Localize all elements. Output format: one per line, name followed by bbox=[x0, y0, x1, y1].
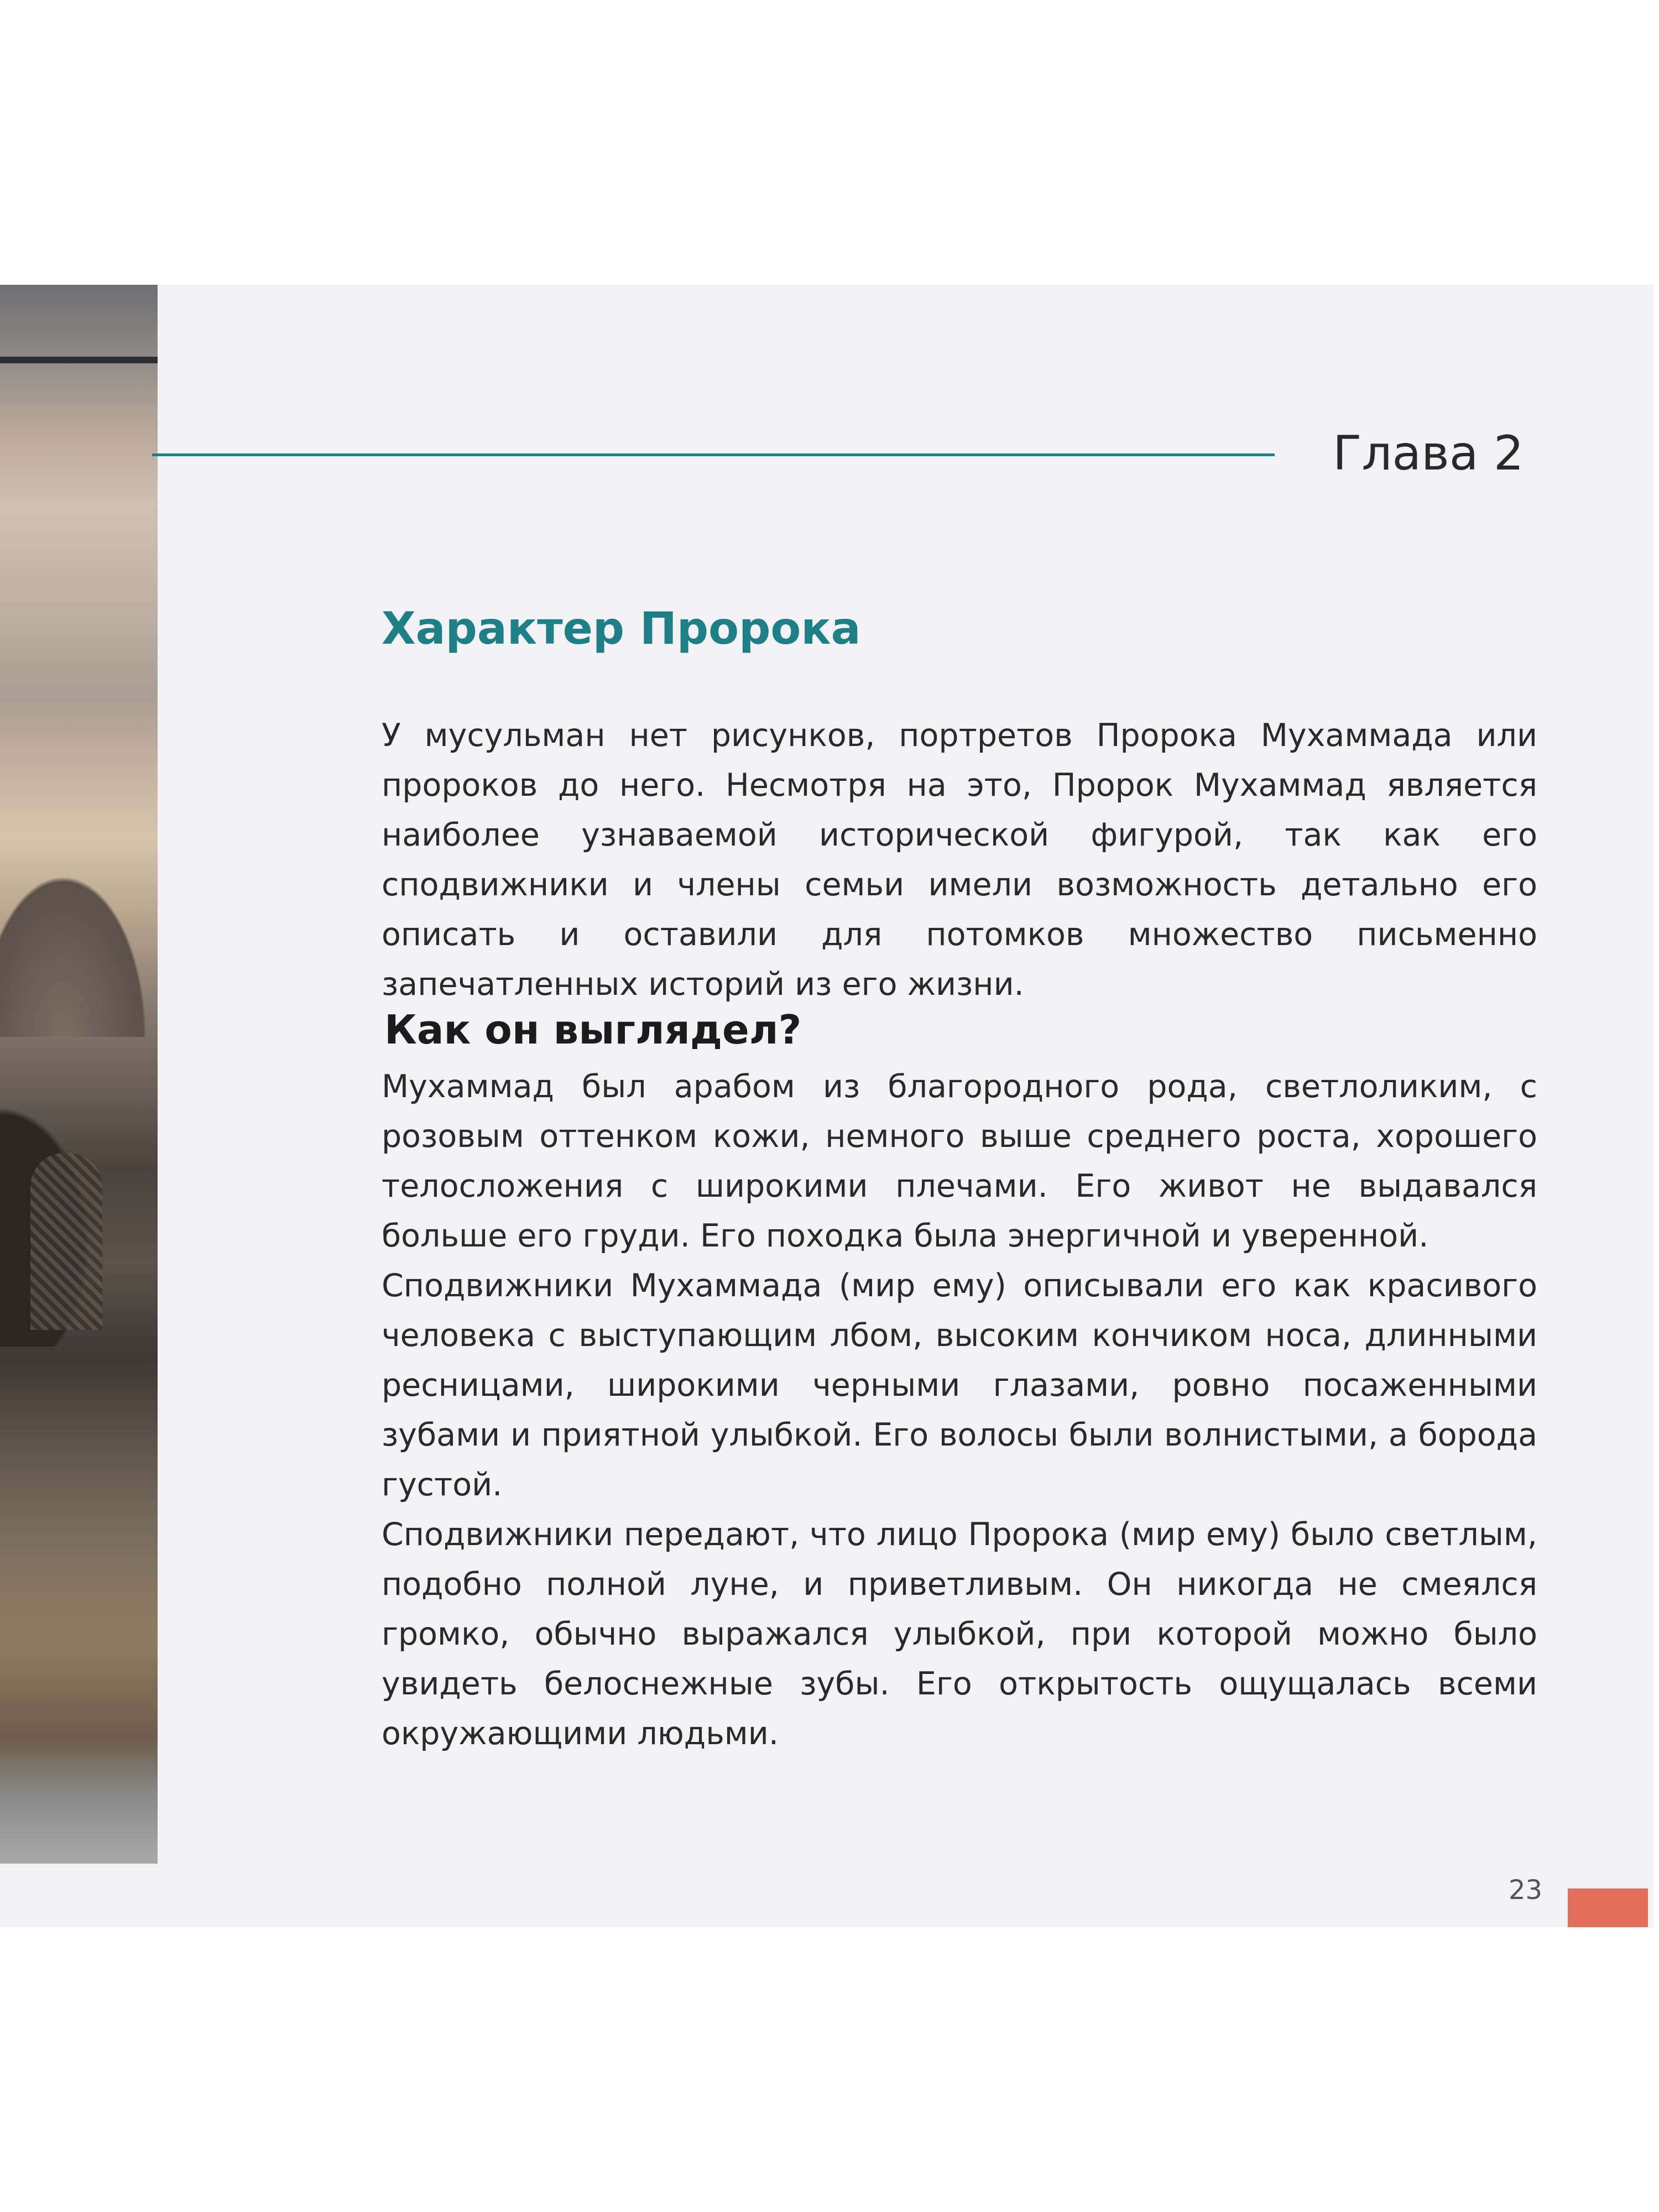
mosque-photo bbox=[0, 285, 158, 1864]
subsection-heading: Как он выглядел? bbox=[384, 1006, 802, 1053]
body-paragraph: Сподвижники передают, что лицо Пророка (мир ему) было светлым, подобно полной луне, и приветливым. Он никогда не смеялся громко, обычно выражался улыбкой, при которой можно было увидеть белоснежные зубы. Его открытость ощущалась всеми окружающими людьми. bbox=[382, 1516, 1537, 1752]
page-tab-marker bbox=[1568, 1888, 1648, 1927]
intro-paragraph: У мусульман нет рисунков, портретов Пророка Мухаммада или пророков до него. Несмотря на это, Пророк Мухаммад является наиболее узнаваемой исторической фигурой, так как его сподвижники и члены семьи имели возможность детально его описать и оставили для потомков множество письменно запечатленных историй из его жизни. bbox=[382, 717, 1537, 1003]
chapter-label: Глава 2 bbox=[1333, 426, 1524, 481]
chapter-rule bbox=[152, 453, 1275, 456]
page-number: 23 bbox=[1509, 1875, 1543, 1906]
body-paragraph: Сподвижники Мухаммада (мир ему) описывали его как красивого человека с выступающим лбом, высоким кончиком носа, длинными ресницами, широкими черными глазами, ровно посаженными зубами и приятной улыбкой. Его волосы были волнистыми, а борода густой. bbox=[382, 1267, 1537, 1503]
body-paragraph: Мухаммад был арабом из благородного рода, светлоликим, с розовым оттенком кожи, немного выше среднего роста, хорошего телосложения с широкими плечами. Его живот не выдавался больше его груди. Его походка была энергичной и уверенной. bbox=[382, 1068, 1537, 1254]
section-title: Характер Пророка bbox=[382, 603, 861, 654]
subsection-body bbox=[382, 1062, 1537, 1759]
photo-lattice-window bbox=[30, 1153, 102, 1330]
photo-cornice bbox=[0, 357, 158, 363]
